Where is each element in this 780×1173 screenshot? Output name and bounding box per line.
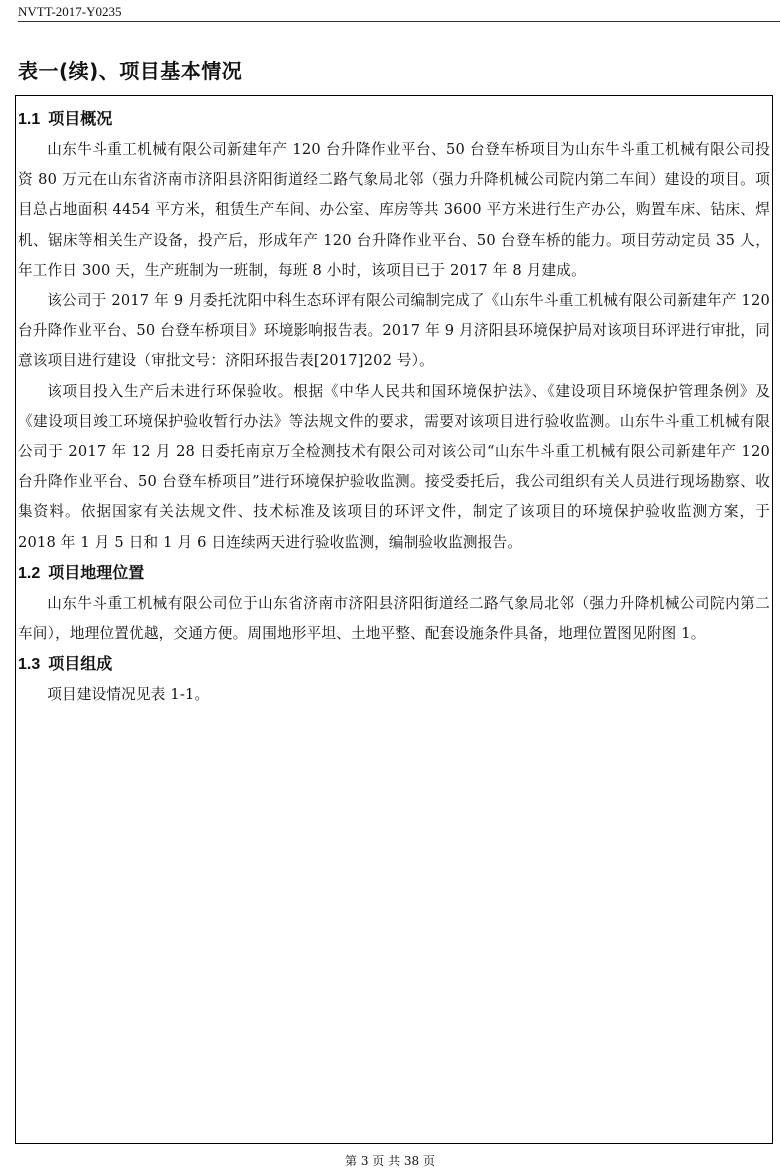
paragraph: 山东牛斗重工机械有限公司位于山东省济南市济阳县济阳街道经二路气象局北邻（强力升降机械公司院内第二车间），地理位置优越，交通方便。周围地形平坦、土地平整、配套设施条件具备，地理位置图见附图 1。 [18, 594, 770, 643]
page-title: 表一(续)、项目基本情况 [18, 59, 243, 83]
section-project-location [18, 558, 770, 649]
section-title: 项目地理位置 [48, 562, 145, 582]
document-code: NVTT-2017-Y0235 [18, 4, 122, 19]
section-number: 1.1 [18, 111, 41, 128]
section-title: 项目组成 [48, 654, 113, 674]
paragraph: 项目建设情况见表 1-1。 [47, 686, 210, 704]
section-number: 1.3 [18, 656, 41, 674]
section-number: 1.2 [18, 564, 41, 582]
paragraph: 该公司于 2017 年 9 月委托沈阳中科生态环评有限公司编制完成了《山东牛斗重工机械有限公司新建年产 120 台升降作业平台、50 台登车桥项目》环境影响报告表。2017 年 9 月济阳县环境保护局对该项目环评进行审批，同意该项目进行建设（审批文号：济阳环报告表[2017]202 号）。 [18, 292, 770, 370]
document-body [18, 104, 770, 710]
section-project-composition [18, 649, 770, 710]
page-number: 第 3 页 共 38 页 [345, 1154, 435, 1168]
section-heading [18, 104, 770, 135]
section-heading [18, 649, 770, 680]
paragraph: 该项目投入生产后未进行环保验收。根据《中华人民共和国环境保护法》、《建设项目环境保护管理条例》及《建设项目竣工环境保护验收暂行办法》等法规文件的要求，需要对该项目进行验收监测。山东牛斗重工机械有限公司于 2017 年 12 月 28 日委托南京万全检测技术有限公司对该公司“山东牛斗重工机械有限公司新建年产 120 台升降作业平台、50 台登车桥项目”进行环境保护验收监测。接受委托后，我公司组织有关人员进行现场勘察、收集资料。依据国家有关法规文件、技术标准及该项目的环评文件，制定了该项目的环境保护验收监测方案，于 2018 年 1 月 5 日和 1 月 6 日连续两天进行验收监测，编制验收监测报告。 [18, 382, 770, 551]
paragraph: 山东牛斗重工机械有限公司新建年产 120 台升降作业平台、50 台登车桥项目为山东牛斗重工机械有限公司投资 80 万元在山东省济南市济阳县济阳街道经二路气象局北邻（强力升降机械公司院内第二车间）建设的项目。项目总占地面积 4454 平方米，租赁生产车间、办公室、库房等共 3600 平方米进行生产办公，购置车床、钻床、焊机、锯床等相关生产设备，投产后，形成年产 120 台升降作业平台、50 台登车桥的能力。项目劳动定员 35 人，年工作日 300 天，生产班制为一班制，每班 8 小时，该项目已于 2017 年 8 月建成。 [18, 141, 770, 279]
header-divider [18, 21, 780, 22]
section-heading [18, 558, 770, 589]
section-title: 项目概况 [48, 109, 113, 128]
section-project-overview [18, 104, 770, 558]
